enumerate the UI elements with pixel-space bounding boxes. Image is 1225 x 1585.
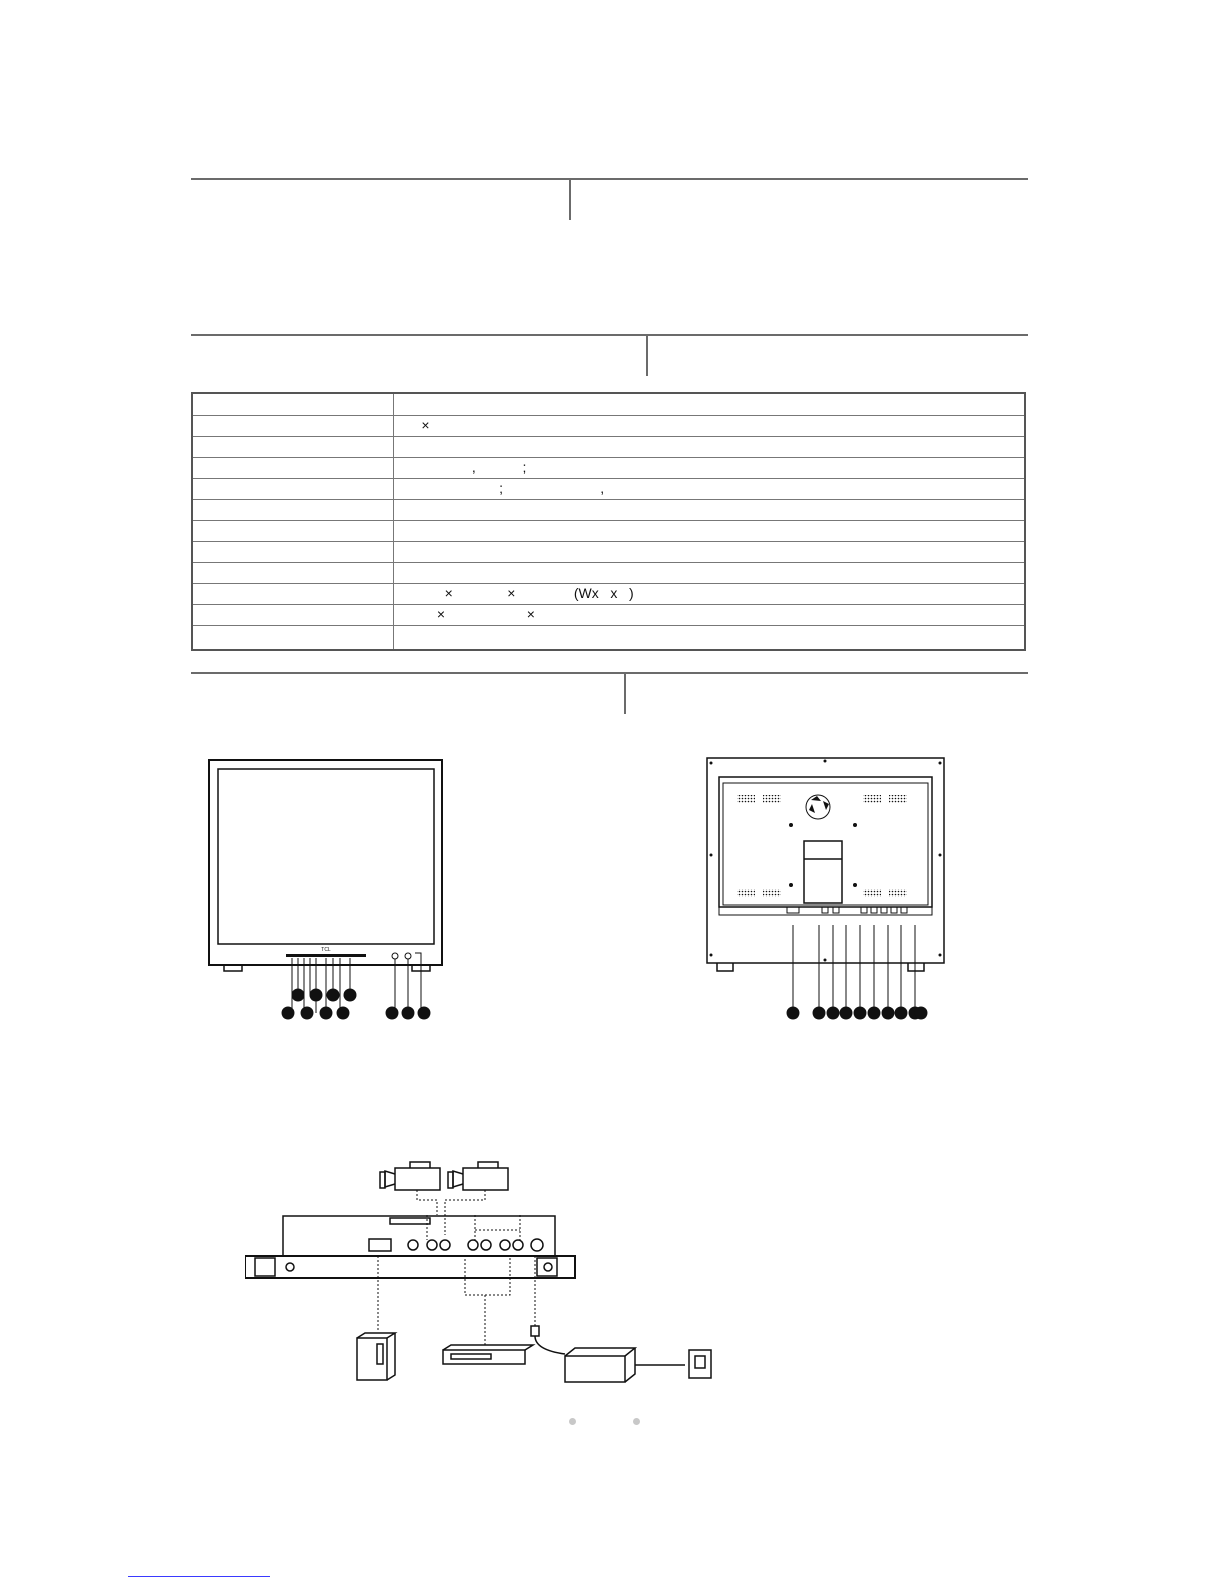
rear-callout-8 — [895, 1007, 908, 1020]
rear-callout-7 — [882, 1007, 895, 1020]
rear-callout-5 — [854, 1007, 867, 1020]
rear-callout-4 — [840, 1007, 853, 1020]
computer-tower-icon — [357, 1333, 395, 1380]
footer-link-underline[interactable] — [128, 1576, 270, 1577]
spec-value: × — [398, 417, 430, 433]
spec-value: , ; — [398, 459, 527, 475]
page-dot — [569, 1418, 576, 1425]
vcr-icon — [443, 1345, 533, 1364]
rear-callout-3 — [827, 1007, 840, 1020]
rear-foot-right — [908, 963, 924, 971]
spec-row — [193, 415, 1024, 437]
spec-value: × × — [398, 606, 535, 622]
spec-row — [193, 499, 1024, 521]
spec-row — [193, 394, 1024, 416]
callout-2 — [292, 989, 305, 1002]
monitor-rear-panel — [245, 1216, 575, 1278]
spec-row — [193, 562, 1024, 584]
led-indicator — [405, 953, 411, 959]
ir-sensor — [415, 953, 421, 960]
callout-9 — [386, 1007, 399, 1020]
spec-row — [193, 604, 1024, 626]
rear-callout-2 — [813, 1007, 826, 1020]
button-strip — [286, 954, 366, 957]
rear-callout-1 — [787, 1007, 800, 1020]
callout-1 — [282, 1007, 295, 1020]
callout-3 — [301, 1007, 314, 1020]
callout-6 — [327, 989, 340, 1002]
page-dot — [633, 1418, 640, 1425]
connection-diagram — [245, 1160, 725, 1395]
callout-10 — [402, 1007, 415, 1020]
front-panel-figure — [200, 755, 460, 1030]
camera-icon — [448, 1162, 508, 1190]
vga-port — [787, 907, 799, 913]
spec-row — [193, 478, 1024, 500]
power-button — [392, 953, 398, 959]
section-rule-2 — [191, 334, 1028, 336]
section-rule-3-tick — [624, 674, 626, 714]
spec-row — [193, 583, 1024, 605]
callout-8 — [344, 989, 357, 1002]
spec-row — [193, 457, 1024, 479]
rear-panel-figure — [705, 755, 950, 1030]
power-adapter-icon — [531, 1326, 685, 1382]
section-rule-2-tick — [646, 336, 648, 376]
rear-chassis — [707, 758, 944, 963]
callout-5 — [320, 1007, 333, 1020]
wall-outlet-icon — [689, 1350, 711, 1378]
callout-11 — [418, 1007, 431, 1020]
spec-row — [193, 625, 1024, 646]
vent-holes — [737, 795, 907, 897]
callout-4 — [310, 989, 323, 1002]
spec-row — [193, 520, 1024, 542]
rear-callout-6 — [868, 1007, 881, 1020]
spec-row — [193, 436, 1024, 458]
stand-mount — [804, 841, 842, 903]
spec-value: × × (Wx x ) — [398, 585, 634, 601]
rear-callout-10 — [915, 1007, 928, 1020]
monitor-bezel — [209, 760, 442, 965]
spec-row — [193, 541, 1024, 563]
monitor-screen — [218, 769, 434, 944]
specification-table — [191, 392, 1026, 651]
callout-7 — [337, 1007, 350, 1020]
spec-value: ; , — [398, 480, 605, 496]
rear-foot-left — [717, 963, 733, 971]
section-rule-1-tick — [569, 180, 571, 220]
section-rule-1 — [191, 178, 1028, 180]
camera-icon — [380, 1162, 440, 1190]
section-rule-3 — [191, 672, 1028, 674]
brand-logo: TCL — [321, 947, 331, 953]
